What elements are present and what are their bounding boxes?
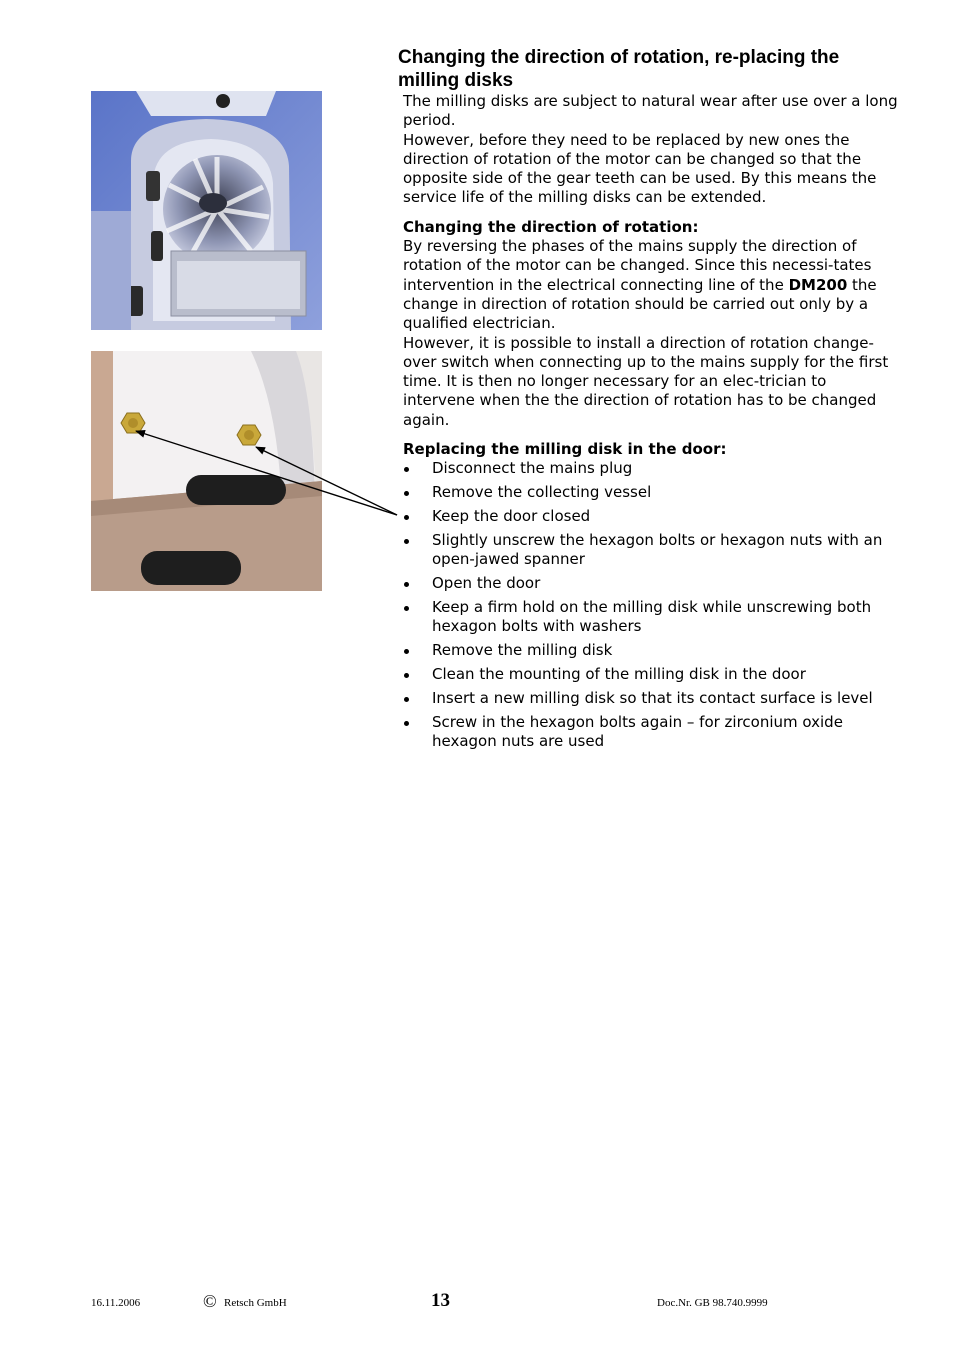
- list-item: [403, 713, 898, 752]
- bullet-icon: [404, 673, 409, 678]
- bullet-icon: [404, 582, 409, 587]
- rotation-paragraph-2: However, it is possible to install a direction of rotation change-over switch when connecting up to the mains supply for the first time. It is then no longer necessary for an elec-trician to intervene when the the direction of rotation has to be changed again.: [403, 333, 889, 429]
- step-text: Clean the mounting of the milling disk in the door: [432, 665, 806, 684]
- arrow-to-left-bolt: [136, 431, 397, 515]
- page-heading: Changing the direction of rotation, re-placing the milling disks: [398, 47, 840, 91]
- copyright-icon: ©: [203, 1291, 217, 1311]
- footer-date: 16.11.2006: [91, 1297, 141, 1309]
- bullet-icon: [404, 721, 409, 726]
- mill-photo: [91, 91, 322, 330]
- rotation-paragraph-1: [403, 237, 898, 333]
- rotation-text-before-model: By reversing the phases of the mains supply the direction of rotation of the motor can be changed. Since this necessi-tates intervention in the electrical connecting line of the: [403, 237, 872, 294]
- step-text: Keep a firm hold on the milling disk while unscrewing both hexagon bolts with washers: [432, 598, 872, 636]
- rotation-section-title: Changing the direction of rotation:: [403, 217, 699, 236]
- list-item: [403, 665, 898, 684]
- replace-steps-list: [403, 459, 898, 751]
- mill-photo-graphic: [91, 91, 322, 330]
- bullet-icon: [404, 515, 409, 520]
- list-item: [403, 507, 898, 526]
- main-content: [398, 46, 898, 756]
- pointer-arrows: [91, 351, 411, 591]
- bullet-icon: [404, 649, 409, 654]
- bullet-icon: [404, 606, 409, 611]
- step-text: Slightly unscrew the hexagon bolts or hexagon nuts with an open-jawed spanner: [432, 531, 883, 569]
- document-number: Doc.Nr. GB 98.740.9999: [657, 1297, 768, 1309]
- step-text: Insert a new milling disk so that its contact surface is level: [432, 689, 873, 708]
- step-text: Disconnect the mains plug: [432, 459, 633, 478]
- bullet-icon: [404, 491, 409, 496]
- page-footer: [0, 1290, 954, 1314]
- intro-text: [403, 92, 898, 208]
- step-text: Remove the collecting vessel: [432, 483, 652, 502]
- replace-section-title: Replacing the milling disk in the door:: [403, 440, 727, 459]
- list-item: [403, 574, 898, 593]
- bullet-icon: [404, 467, 409, 472]
- arrow-to-right-bolt: [256, 447, 397, 515]
- intro-paragraph-2: However, before they need to be replaced by new ones the direction of rotation of the motor can be changed so that the opposite side of the gear teeth can be used. By this means the service life of the milling disks can be extended.: [403, 130, 877, 207]
- list-item: [403, 483, 898, 502]
- list-item: [403, 531, 898, 570]
- rotation-text-after-model: the change in direction of rotation should be carried out only by a qualified electrician.: [403, 275, 877, 333]
- footer-company: Retsch GmbH: [224, 1297, 287, 1309]
- intro-paragraph-1: The milling disks are subject to natural wear after use over a long period.: [403, 92, 898, 130]
- model-name: DM200: [788, 275, 848, 294]
- list-item: [403, 598, 898, 637]
- bullet-icon: [404, 539, 409, 544]
- step-text: Open the door: [432, 574, 541, 593]
- step-text: Remove the milling disk: [432, 641, 613, 660]
- step-text: Screw in the hexagon bolts again – for zirconium oxide hexagon nuts are used: [432, 712, 843, 751]
- list-item: [403, 689, 898, 708]
- list-item: [403, 641, 898, 660]
- rotation-section-text: [403, 237, 898, 430]
- page-number: 13: [431, 1290, 450, 1311]
- bullet-icon: [404, 697, 409, 702]
- step-text: Keep the door closed: [432, 507, 591, 526]
- list-item: [403, 459, 898, 478]
